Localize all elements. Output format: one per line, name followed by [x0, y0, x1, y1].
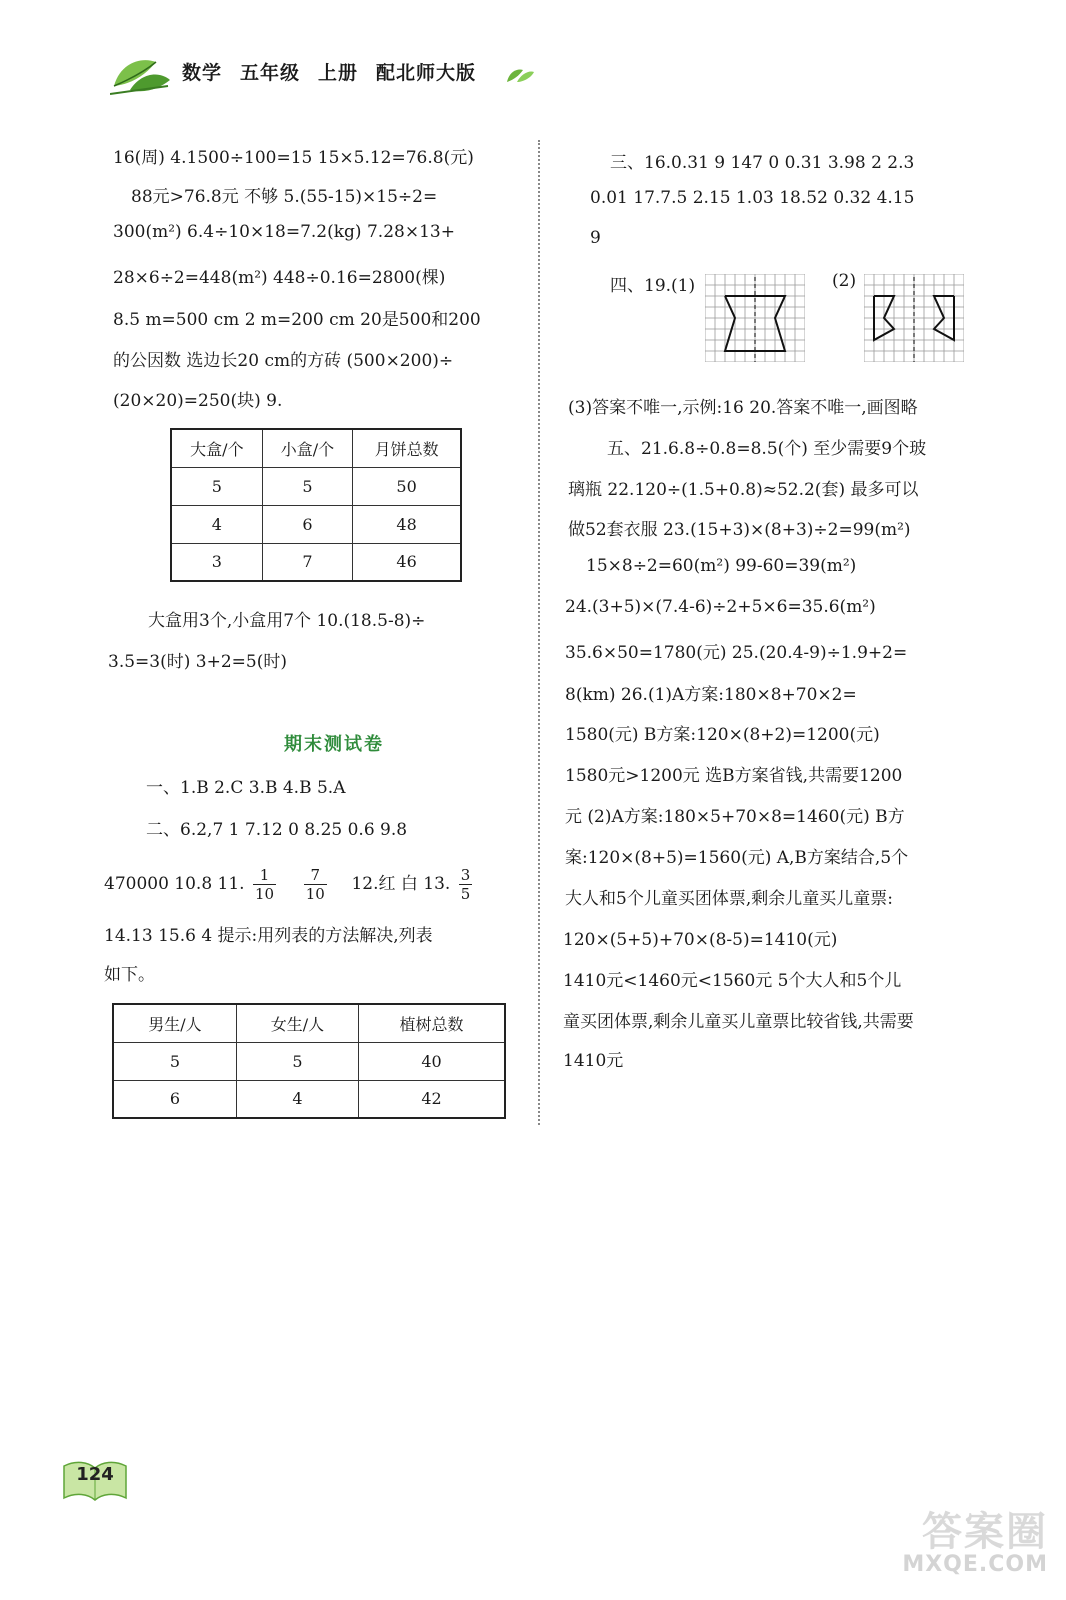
- answer-line: 五、21.6.8÷0.8=8.5(个) 至少需要9个玻: [607, 439, 927, 459]
- answer-line: 大人和5个儿童买团体票,剩余儿童买儿童票:: [565, 889, 893, 909]
- answer-line: 24.(3+5)×(7.4-6)÷2+5×6=35.6(m²): [565, 597, 876, 617]
- page-number: 124: [76, 1464, 114, 1485]
- answer-line: 8(km) 26.(1)A方案:180×8+70×2=: [565, 685, 857, 705]
- table-cell: 5: [236, 1042, 358, 1080]
- answer-line: 0.01 17.7.5 2.15 1.03 18.52 0.32 4.15: [590, 188, 915, 208]
- answer-line: 28×6÷2=448(m²) 448÷0.16=2800(棵): [113, 268, 446, 288]
- answer-line: 1580元>1200元 选B方案省钱,共需要1200: [565, 766, 903, 786]
- leaf-logo-icon: [110, 50, 172, 98]
- page-number-badge: [62, 1458, 128, 1504]
- section-title: 期末测试卷: [284, 734, 384, 755]
- answer-line: 元 (2)A方案:180×5+70×8=1460(元) B方: [565, 807, 905, 827]
- answer-line: (3)答案不唯一,示例:16 20.答案不唯一,画图略: [568, 398, 918, 418]
- watermark: [852, 1500, 1052, 1590]
- watermark-url: MXQE.COM: [902, 1552, 1048, 1577]
- header-grade: 五年级: [240, 62, 301, 84]
- table-header: 女生/人: [236, 1004, 358, 1042]
- answer-line: 如下。: [104, 965, 155, 985]
- answer-line: 1580(元) B方案:120×(8+2)=1200(元): [565, 725, 880, 745]
- answer-line: 做52套衣服 23.(15+3)×(8+3)÷2=99(m²): [568, 520, 911, 540]
- fraction: [459, 866, 473, 903]
- page-header: [110, 50, 550, 100]
- answer-line: 8.5 m=500 cm 2 m=200 cm 20是500和200: [113, 310, 481, 330]
- table-header: 植树总数: [359, 1004, 505, 1042]
- answer-line: 88元>76.8元 不够 5.(55-15)×15÷2=: [131, 187, 438, 207]
- answer-line: [104, 866, 475, 903]
- table-cell: 5: [113, 1042, 236, 1080]
- table-header: 小盒/个: [262, 429, 352, 467]
- table-cell: 42: [359, 1080, 505, 1118]
- answer-line: 案:120×(8+5)=1560(元) A,B方案结合,5个: [565, 848, 909, 868]
- table-cell: 4: [171, 505, 262, 543]
- table-cell: 40: [359, 1042, 505, 1080]
- symmetry-grid-figure-2: [864, 274, 964, 362]
- small-leaf-icon: [505, 64, 535, 84]
- denominator: 10: [305, 885, 325, 903]
- answer-line: 14.13 15.6 4 提示:用列表的方法解决,列表: [104, 926, 433, 946]
- watermark-logo: 答案圈: [922, 1509, 1048, 1555]
- answer-line: (20×20)=250(块) 9.: [113, 391, 283, 411]
- answer-line: 童买团体票,剩余儿童买儿童票比较省钱,共需要: [563, 1012, 914, 1032]
- column-divider: [538, 140, 540, 1125]
- answer-line: 一、1.B 2.C 3.B 4.B 5.A: [146, 778, 346, 798]
- answer-line: 15×8÷2=60(m²) 99-60=39(m²): [586, 556, 857, 576]
- answer-line: 3.5=3(时) 3+2=5(时): [108, 652, 287, 672]
- table-cell: 46: [353, 543, 461, 581]
- answer-line: 三、16.0.31 9 147 0 0.31 3.98 2 2.3: [610, 153, 915, 173]
- header-volume: 上册: [318, 62, 359, 84]
- table-cell: 4: [236, 1080, 358, 1118]
- table-cell: 3: [171, 543, 262, 581]
- table-cell: 7: [262, 543, 352, 581]
- header-edition: 配北师大版: [376, 62, 477, 84]
- answer-line: (2): [832, 271, 857, 291]
- table-cell: 48: [353, 505, 461, 543]
- answer-line: 300(m²) 6.4÷10×18=7.2(kg) 7.28×13+: [113, 222, 455, 242]
- table-header: 男生/人: [113, 1004, 236, 1042]
- numerator: 1: [253, 866, 276, 885]
- table-cell: 5: [262, 467, 352, 505]
- answer-line: 16(周) 4.1500÷100=15 15×5.12=76.8(元): [113, 148, 474, 168]
- table-cell: 5: [171, 467, 262, 505]
- numerator: 7: [304, 866, 327, 885]
- answer-line: 璃瓶 22.120÷(1.5+0.8)≈52.2(套) 最多可以: [568, 480, 919, 500]
- fraction: [253, 866, 276, 903]
- answer-text: 470000 10.8 11.: [104, 874, 245, 894]
- answer-line: 1410元<1460元<1560元 5个大人和5个儿: [563, 971, 902, 991]
- fraction: [304, 866, 327, 903]
- header-subject: 数学: [182, 62, 223, 84]
- answer-line: 120×(5+5)+70×(8-5)=1410(元): [563, 930, 838, 950]
- header-title: [182, 58, 494, 85]
- answer-text: 12.红 白 13.: [351, 874, 451, 894]
- table-cell: 6: [113, 1080, 236, 1118]
- denominator: 5: [460, 885, 471, 903]
- answer-line: 35.6×50=1780(元) 25.(20.4-9)÷1.9+2=: [565, 643, 908, 663]
- denominator: 10: [255, 885, 275, 903]
- answer-line: 大盒用3个,小盒用7个 10.(18.5-8)÷: [148, 611, 426, 631]
- mooncake-table: [170, 428, 462, 582]
- table-header: 月饼总数: [353, 429, 461, 467]
- answer-line: 四、19.(1): [610, 276, 696, 296]
- table-header: 大盒/个: [171, 429, 262, 467]
- numerator: 3: [460, 866, 471, 884]
- answer-line: 9: [590, 228, 601, 248]
- table-cell: 6: [262, 505, 352, 543]
- symmetry-grid-figure-1: [705, 274, 805, 362]
- tree-planting-table: [112, 1003, 506, 1119]
- table-cell: 50: [353, 467, 461, 505]
- answer-line: 二、6.2,7 1 7.12 0 8.25 0.6 9.8: [146, 820, 408, 840]
- answer-line: 1410元: [563, 1051, 624, 1071]
- answer-line: 的公因数 选边长20 cm的方砖 (500×200)÷: [113, 351, 454, 371]
